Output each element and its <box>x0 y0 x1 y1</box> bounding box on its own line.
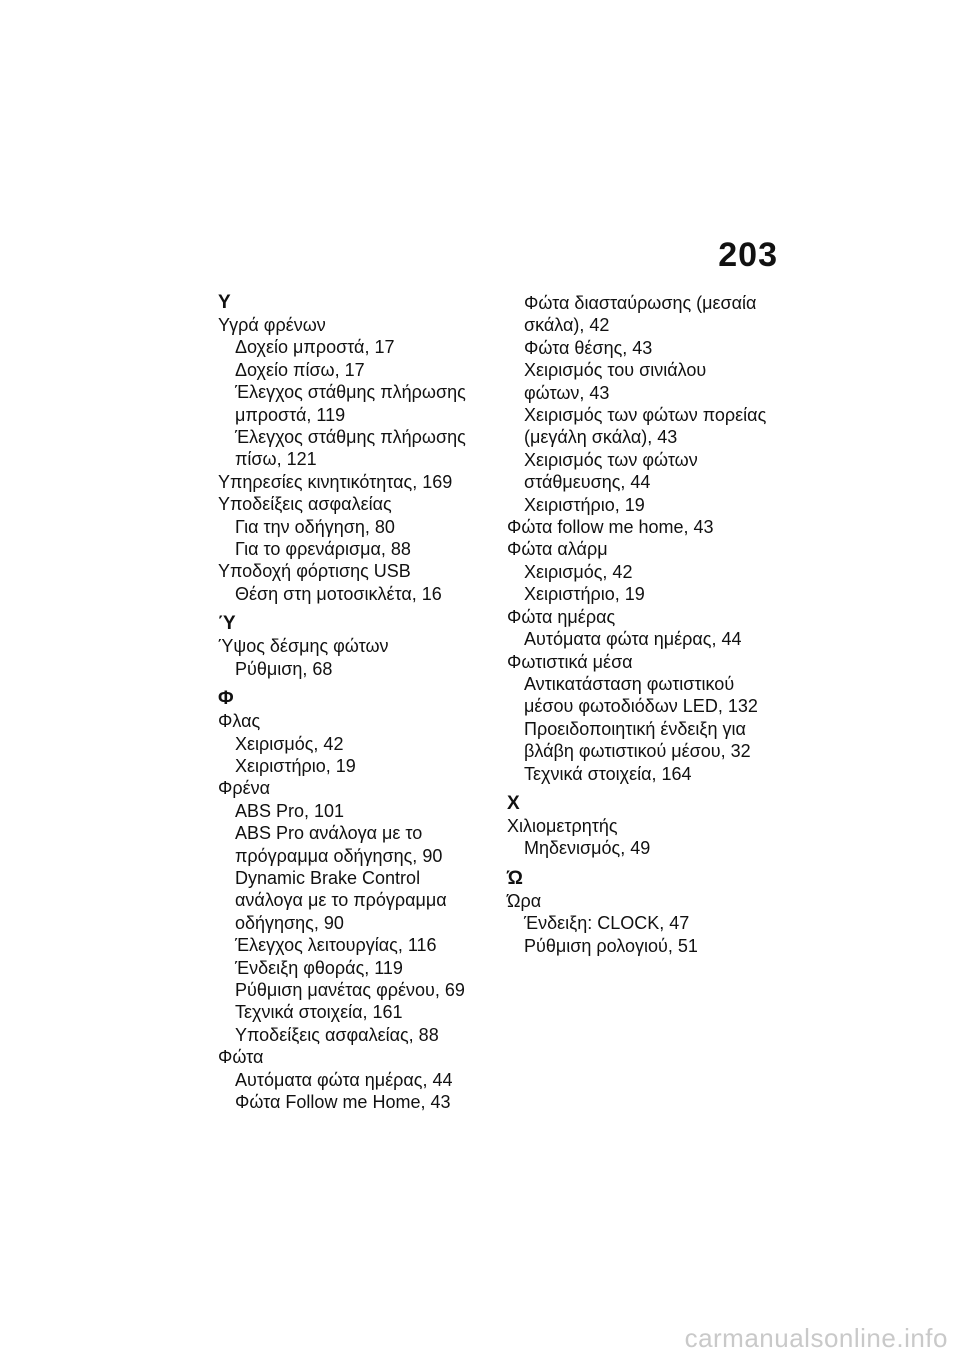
index-subentry: Δοχείο πίσω, 17 <box>235 359 365 380</box>
index-entry: Υγρά φρένων <box>218 315 326 335</box>
index-subentry: ανάλογα με το πρόγραμμα <box>235 890 447 911</box>
index-subentry: Τεχνικά στοιχεία, 161 <box>235 1002 403 1023</box>
index-entry: Υποδοχή φόρτισης USB <box>218 561 411 582</box>
index-subentry: Χειριστήριο, 19 <box>524 494 645 515</box>
index-subentry: οδήγησης, 90 <box>235 912 344 933</box>
index-subentry: Μηδενισμός, 49 <box>524 838 651 859</box>
index-subentry: Χειρισμός του σινιάλου <box>524 360 707 381</box>
index-subentry: Δοχείο μπροστά, 17 <box>235 337 395 358</box>
index-column-left <box>218 292 488 1113</box>
index-letter-heading: Φ <box>218 688 234 710</box>
index-subentry: Ρύθμιση, 68 <box>235 658 333 679</box>
index-subentry: σκάλα), 42 <box>524 315 610 336</box>
index-entry: Φρένα <box>218 778 271 799</box>
index-entry: Φωτιστικά μέσα <box>507 651 633 672</box>
index-entry: Ύψος δέσμης φώτων <box>218 636 389 657</box>
index-subentry: Χειρισμός των φώτων πορείας <box>524 405 767 426</box>
index-subentry: ABS Pro ανάλογα με το <box>235 823 423 844</box>
index-subentry: Ρύθμιση ρολογιού, 51 <box>524 935 698 956</box>
index-subentry: μέσου φωτοδιόδων LED, 132 <box>524 696 758 717</box>
index-subentry: Φώτα διασταύρωσης (μεσαία <box>524 293 757 313</box>
index-subentry: Χειρισμός, 42 <box>524 561 633 582</box>
index-subentry: Αυτόματα φώτα ημέρας, 44 <box>235 1069 453 1090</box>
index-subentry: Θέση στη μοτοσικλέτα, 16 <box>235 583 442 604</box>
index-subentry: Χειρισμός, 42 <box>235 733 344 754</box>
index-subentry: Χειριστήριο, 19 <box>524 584 645 605</box>
index-subentry: Υποδείξεις ασφαλείας, 88 <box>235 1024 439 1045</box>
index-subentry: Dynamic Brake Control <box>235 867 421 888</box>
index-subentry: Για το φρενάρισμα, 88 <box>235 539 411 560</box>
watermark: carmanualsonline.info <box>684 1323 948 1353</box>
index-letter-heading: Ύ <box>218 613 236 635</box>
index-subentry: φώτων, 43 <box>524 382 610 403</box>
index-subentry: Φώτα θέσης, 43 <box>524 337 653 358</box>
index-subentry: Έλεγχος λειτουργίας, 116 <box>235 935 437 956</box>
index-subentry: Ένδειξη φθοράς, 119 <box>235 957 403 978</box>
index-subentry: Ένδειξη: CLOCK, 47 <box>524 913 690 934</box>
index-subentry: Αυτόματα φώτα ημέρας, 44 <box>524 629 742 650</box>
index-subentry: Για την οδήγηση, 80 <box>235 516 395 537</box>
index-letter-heading: Ώ <box>507 867 523 889</box>
index-entry: Φώτα ημέρας <box>507 606 616 627</box>
index-subentry: Φώτα Follow me Home, 43 <box>235 1092 451 1112</box>
index-subentry: Χειρισμός των φώτων <box>524 449 698 470</box>
index-subentry: Προειδοποιητική ένδειξη για <box>524 718 746 739</box>
index-subentry: Χειριστήριο, 19 <box>235 755 356 776</box>
index-subentry: πρόγραμμα οδήγησης, 90 <box>235 845 443 866</box>
index-letter-heading: Υ <box>218 292 231 313</box>
index-subentry: βλάβη φωτιστικού μέσου, 32 <box>524 741 751 762</box>
index-entry: Υπηρεσίες κινητικότητας, 169 <box>218 471 453 492</box>
index-subentry: Ρύθμιση μανέτας φρένου, 69 <box>235 979 465 1000</box>
index-subentry: Έλεγχος στάθμης πλήρωσης <box>235 382 466 403</box>
index-subentry: στάθμευσης, 44 <box>524 472 651 493</box>
index-subentry: Αντικατάσταση φωτιστικού <box>524 673 735 694</box>
index-column-right <box>507 292 777 957</box>
page-number: 203 <box>718 236 778 274</box>
index-subentry: μπροστά, 119 <box>235 404 346 425</box>
index-subentry: Έλεγχος στάθμης πλήρωσης <box>235 427 466 448</box>
index-subentry: Τεχνικά στοιχεία, 164 <box>524 763 692 784</box>
index-subentry: πίσω, 121 <box>235 449 317 470</box>
index-subentry: (μεγάλη σκάλα), 43 <box>524 427 678 448</box>
index-entry: Υποδείξεις ασφαλείας <box>218 494 392 515</box>
index-entry: Ώρα <box>507 890 542 911</box>
index-entry: Φώτα <box>218 1047 264 1068</box>
index-entry: Φώτα αλάρμ <box>507 539 608 560</box>
index-entry: Χιλιομετρητής <box>507 815 618 836</box>
index-subentry: ABS Pro, 101 <box>235 800 345 821</box>
index-entry: Φώτα follow me home, 43 <box>507 517 714 538</box>
index-letter-heading: Χ <box>507 792 520 814</box>
index-entry: Φλας <box>218 711 261 732</box>
